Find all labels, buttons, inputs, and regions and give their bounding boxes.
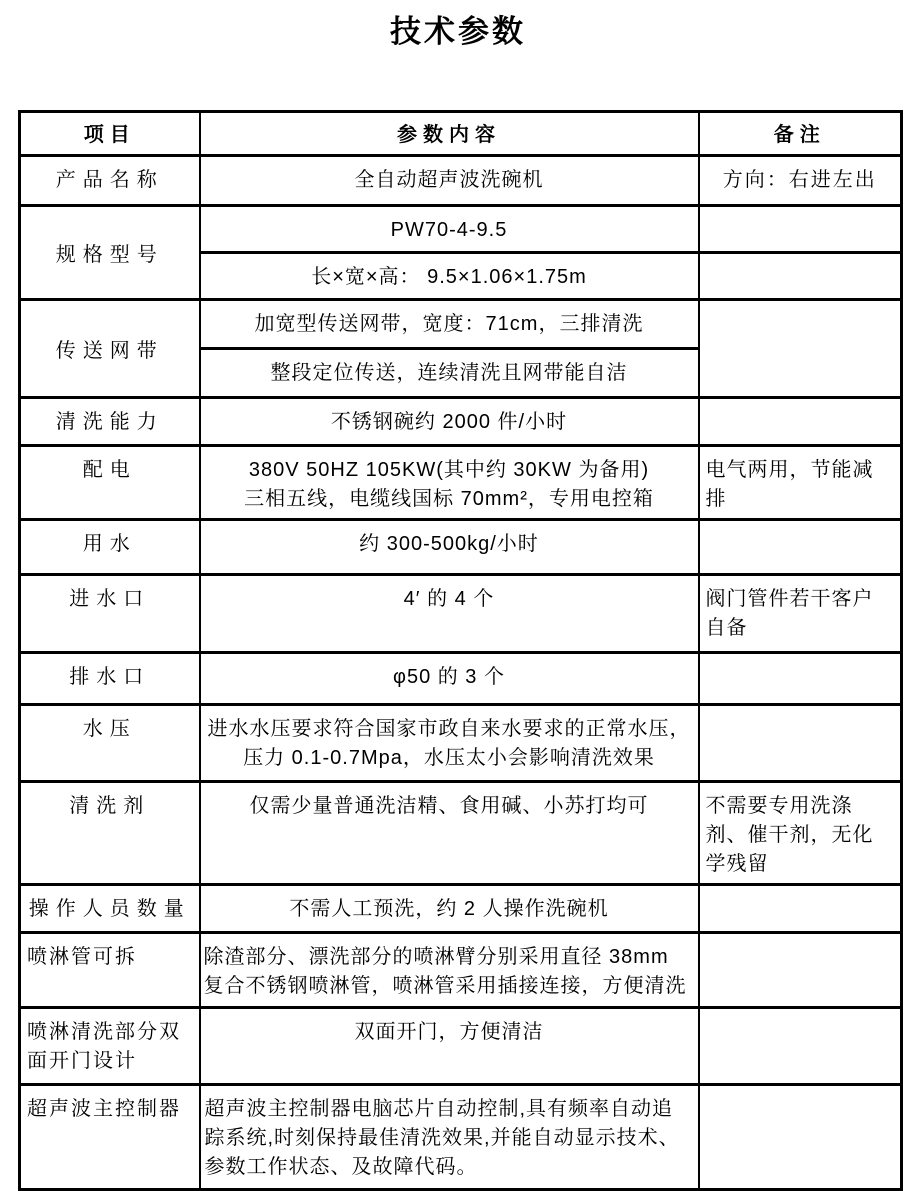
- row-detergent: [20, 782, 902, 885]
- cell-spec-model-dimensions: 长×宽×高： 9.5×1.06×1.75m: [200, 253, 699, 300]
- cell-ultrasonic-controller-item: 超声波主控制器: [20, 1085, 200, 1190]
- cell-water-usage-remark: [699, 520, 902, 575]
- row-water-inlet: [20, 575, 902, 653]
- page-title: 技术参数: [390, 14, 526, 49]
- cell-water-outlet-content: φ50 的 3 个: [200, 653, 699, 705]
- cell-water-outlet-item: 排水口: [20, 653, 200, 705]
- row-water-pressure: [20, 705, 902, 782]
- cell-conveyor-belt-line2: 整段定位传送，连续清洗且网带能自洁: [200, 349, 699, 398]
- cell-detergent-remark: 不需要专用洗涤剂、催干剂，无化学残留: [699, 782, 902, 885]
- cell-spray-pipes-content: 除渣部分、漂洗部分的喷淋臂分别采用直径 38mm 复合不锈钢喷淋管，喷淋管采用插接连接，方便清洗: [200, 933, 699, 1008]
- header-remark: 备注: [699, 112, 902, 156]
- power-supply-line1: 380V 50HZ 105KW(其中约 30KW 为备用): [248, 459, 650, 481]
- spec-table: [18, 110, 903, 1191]
- row-operators: [20, 885, 902, 933]
- cell-conveyor-belt-remark: [699, 300, 902, 398]
- cell-product-name-content: 全自动超声波洗碗机: [200, 156, 699, 206]
- cell-water-pressure-content: 进水水压要求符合国家市政自来水要求的正常水压，压力 0.1-0.7Mpa，水压太小会影响清洗效果: [200, 705, 699, 782]
- row-cleaning-capacity: [20, 398, 902, 446]
- cell-power-supply-remark: 电气两用，节能减排: [699, 446, 902, 520]
- header-row: [20, 112, 902, 156]
- cell-spray-pipes-remark: [699, 933, 902, 1008]
- cell-power-supply-item: 配电: [20, 446, 200, 520]
- cell-water-usage-item: 用水: [20, 520, 200, 575]
- cell-water-inlet-content: 4′ 的 4 个: [200, 575, 699, 653]
- cell-operators-remark: [699, 885, 902, 933]
- cell-ultrasonic-controller-remark: [699, 1085, 902, 1190]
- cell-spec-model-remark-1: [699, 206, 902, 253]
- cell-double-door-design-remark: [699, 1008, 902, 1085]
- cell-conveyor-belt-line1: 加宽型传送网带，宽度：71cm，三排清洗: [200, 300, 699, 349]
- row-power-supply: [20, 446, 902, 520]
- cell-detergent-item: 清洗剂: [20, 782, 200, 885]
- cell-detergent-content: 仅需少量普通洗洁精、食用碱、小苏打均可: [200, 782, 699, 885]
- cell-ultrasonic-controller-content: 超声波主控制器电脑芯片自动控制,具有频率自动追踪系统,时刻保持最佳清洗效果,并能自动显示技术、参数工作状态、及故障代码。: [200, 1085, 699, 1190]
- row-conveyor-belt-1: [20, 300, 902, 349]
- row-product-name: [20, 156, 902, 206]
- cell-water-inlet-item: 进水口: [20, 575, 200, 653]
- cell-power-supply-content: [200, 446, 699, 520]
- power-supply-line2: 三相五线，电缆线国标 70mm²，专用电控箱: [244, 488, 654, 510]
- cell-water-usage-content: 约 300-500kg/小时: [200, 520, 699, 575]
- cell-operators-content: 不需人工预洗，约 2 人操作洗碗机: [200, 885, 699, 933]
- cell-cleaning-capacity-item: 清洗能力: [20, 398, 200, 446]
- cell-spray-pipes-item: 喷淋管可拆: [20, 933, 200, 1008]
- cell-water-pressure-remark: [699, 705, 902, 782]
- cell-product-name-remark: 方向：右进左出: [699, 156, 902, 206]
- cell-cleaning-capacity-remark: [699, 398, 902, 446]
- cell-spec-model-remark-2: [699, 253, 902, 300]
- cell-double-door-design-content: 双面开门，方便清洁: [200, 1008, 699, 1085]
- cell-water-pressure-item: 水压: [20, 705, 200, 782]
- row-water-usage: [20, 520, 902, 575]
- cell-water-outlet-remark: [699, 653, 902, 705]
- cell-operators-item: 操作人员数量: [20, 885, 200, 933]
- row-water-outlet: [20, 653, 902, 705]
- row-ultrasonic-controller: [20, 1085, 902, 1190]
- cell-cleaning-capacity-content: 不锈钢碗约 2000 件/小时: [200, 398, 699, 446]
- cell-spec-model-model: PW70-4-9.5: [200, 206, 699, 253]
- cell-conveyor-belt-item: 传送网带: [20, 300, 200, 398]
- row-spec-model-1: [20, 206, 902, 253]
- header-content: 参数内容: [200, 112, 699, 156]
- header-item: 项目: [20, 112, 200, 156]
- cell-double-door-design-item: 喷淋清洗部分双面开门设计: [20, 1008, 200, 1085]
- cell-spec-model-item: 规格型号: [20, 206, 200, 300]
- row-double-door-design: [20, 1008, 902, 1085]
- row-spray-pipes: [20, 933, 902, 1008]
- cell-water-inlet-remark: 阀门管件若干客户自备: [699, 575, 902, 653]
- cell-product-name-item: 产品名称: [20, 156, 200, 206]
